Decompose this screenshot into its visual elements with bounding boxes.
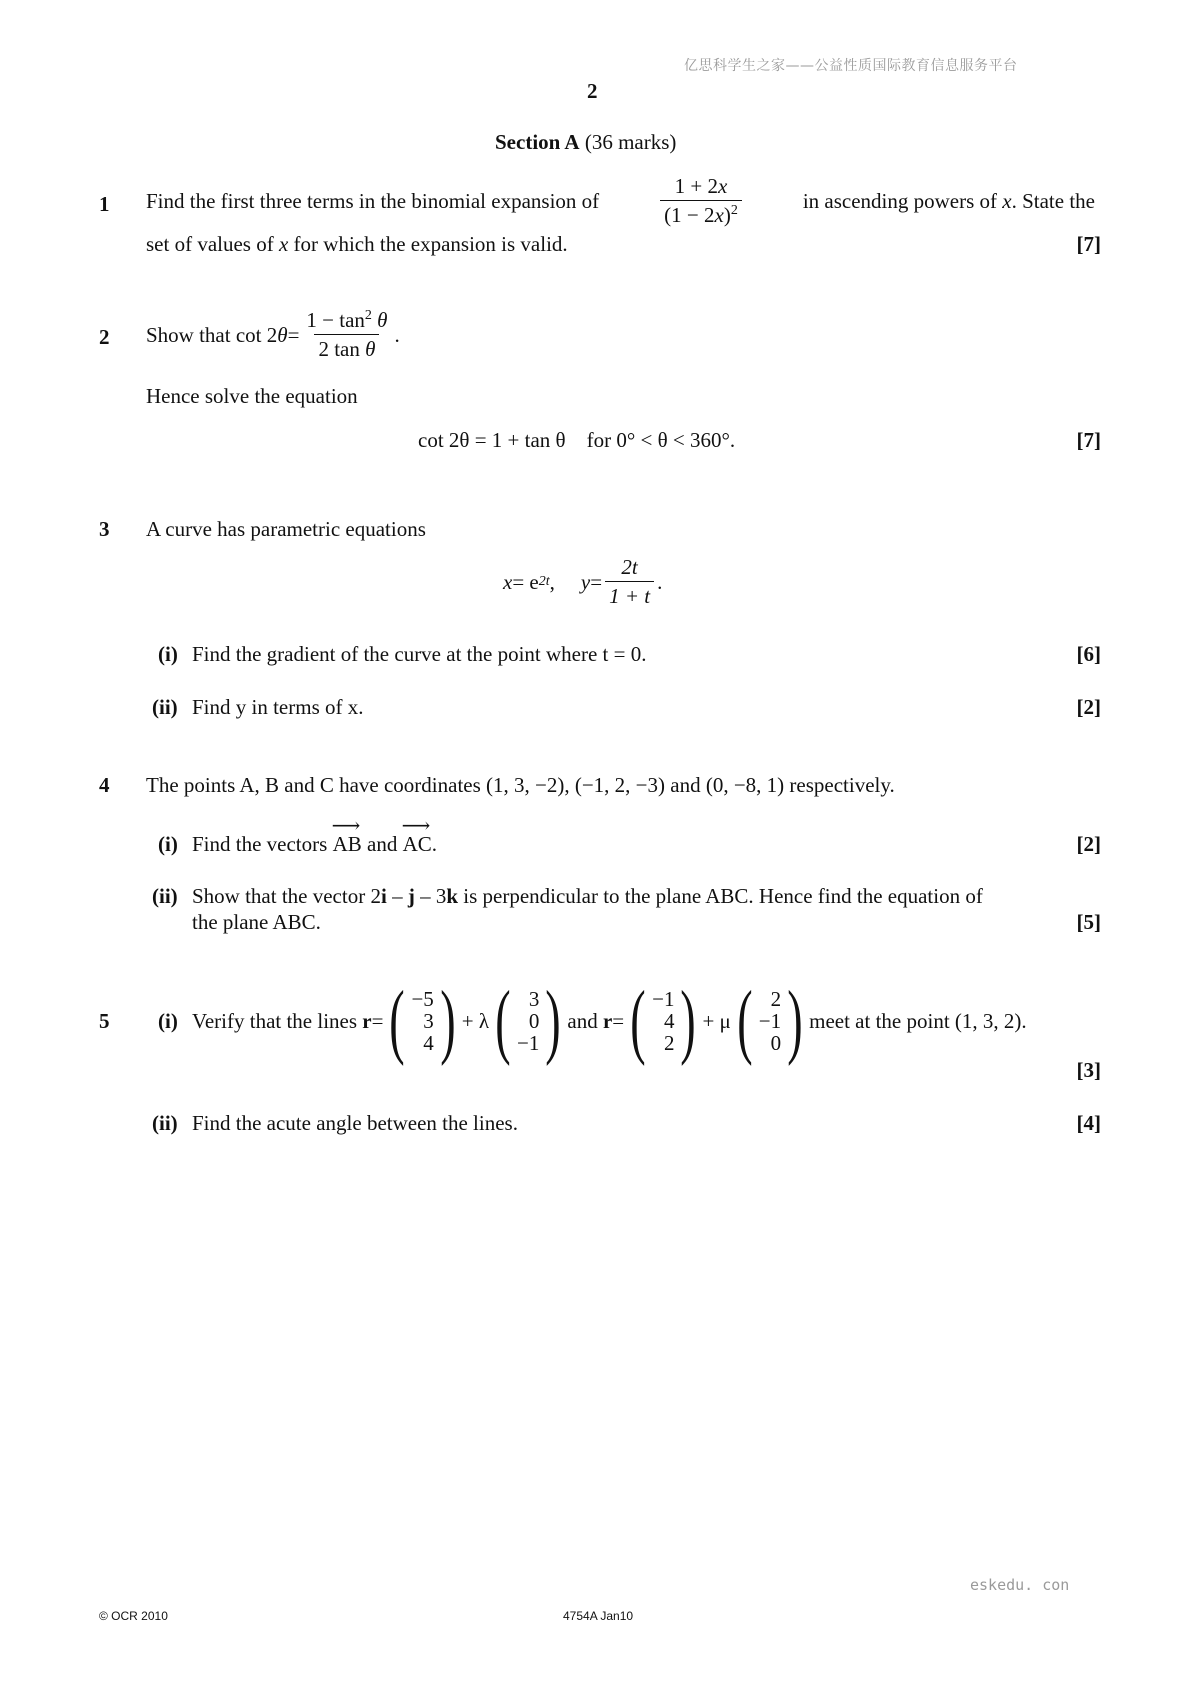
- q1-line2-var: x: [278, 232, 289, 256]
- q3-part-ii-label: (ii): [152, 695, 178, 719]
- q5-vec1-y: 3: [423, 1009, 434, 1033]
- q2-fraction: [302, 308, 391, 361]
- q2-frac-den-theta: θ: [359, 337, 376, 361]
- q4-j: j: [407, 884, 415, 908]
- page-number: 2: [587, 79, 598, 103]
- q4-part-ii-label: (ii): [152, 884, 178, 908]
- q3-y-den: 1 + t: [605, 581, 654, 608]
- q1-frac-num: 1 + 2: [674, 174, 718, 198]
- q2-text-a: Show that cot 2: [146, 322, 278, 347]
- q2-hence: Hence solve the equation: [146, 384, 358, 408]
- question-2-line1: [146, 308, 400, 361]
- q4-part-ii-line1-a: Show that the vector 2: [192, 884, 381, 908]
- q1-frac-den-a: (1 − 2: [664, 203, 715, 227]
- section-title-rest: (36 marks): [579, 130, 677, 154]
- q5-vec1-z: 4: [423, 1031, 434, 1055]
- q5-vec1-x: −5: [411, 987, 434, 1011]
- q4-intro: The points A, B and C have coordinates (1, 3, −2), (−1, 2, −3) and (0, −8, 1) respectively.: [146, 773, 895, 797]
- q5-vector-1: ( −5 3 4 ): [389, 974, 456, 1067]
- q5-plus-mu: + μ: [702, 1009, 731, 1033]
- q5-part-i-line: [192, 976, 1027, 1066]
- q3-y-dot: .: [657, 569, 663, 594]
- q2-frac-den-a: 2 tan: [318, 337, 360, 361]
- site-watermark: eskedu. con: [970, 1576, 1070, 1594]
- footer-copyright: © OCR 2010: [99, 1609, 168, 1623]
- q5-part-i-b: meet at the point (1, 3, 2).: [809, 1009, 1027, 1033]
- q4-minus-j: –: [386, 884, 408, 908]
- q2-dot: .: [394, 322, 400, 347]
- q5-vec4-y: −1: [758, 1009, 782, 1033]
- q2-frac-num-a: 1 − tan: [306, 308, 365, 332]
- q5-vec4-x: 2: [770, 987, 782, 1011]
- q5-vec2-y: 0: [528, 1009, 540, 1033]
- q5-eq2: =: [612, 1009, 625, 1033]
- q1-frac-den-exp: 2: [730, 203, 738, 218]
- section-title: [495, 129, 676, 155]
- question-4-number: 4: [99, 773, 110, 797]
- q3-part-i-text: Find the gradient of the curve at the point where t = 0.: [192, 642, 647, 666]
- q5-eq1: =: [371, 1009, 384, 1033]
- q1-line2-b: for which the expansion is valid.: [293, 232, 568, 256]
- q3-x-var: x: [503, 569, 513, 594]
- q1-line2-a: set of values of: [146, 232, 274, 256]
- q4-part-i-dot: .: [431, 832, 438, 856]
- q1-text-a: Find the first three terms in the binomial expansion of: [146, 188, 600, 213]
- q2-frac-num-exp: 2: [364, 308, 372, 323]
- q1-fraction: [660, 174, 742, 227]
- q3-part-ii-marks: [2]: [1076, 695, 1101, 719]
- q5-vector-2: ( 3 0 −1 ): [495, 974, 562, 1067]
- q5-vec3-x: −1: [652, 987, 675, 1011]
- q4-vector-ac: ⟶ AC: [403, 831, 432, 857]
- q3-x-comma: ,: [549, 569, 555, 594]
- q4-part-i-a: Find the vectors: [192, 832, 328, 856]
- q2-equation: cot 2θ = 1 + tan θ: [418, 428, 566, 452]
- q4-part-i-text: [192, 831, 437, 857]
- question-2-number: 2: [99, 325, 110, 349]
- q1-var-x: x: [1002, 188, 1012, 213]
- q5-vec2-z: −1: [517, 1031, 540, 1055]
- question-1-line2: [146, 231, 568, 257]
- q4-part-i-marks: [2]: [1076, 832, 1101, 856]
- q3-y-fraction: [605, 555, 654, 608]
- q5-and: and: [567, 1009, 598, 1033]
- q3-part-i-label: (i): [158, 642, 178, 666]
- q5-vec2-x: 3: [528, 987, 540, 1011]
- q5-plus-lambda: + λ: [461, 1009, 490, 1033]
- q5-vec3-z: 2: [663, 1031, 675, 1055]
- q2-equation-line: [418, 427, 735, 453]
- q3-y-num: 2t: [621, 555, 638, 579]
- q1-frac-num-var: x: [718, 174, 728, 198]
- q3-part-i-marks: [6]: [1076, 642, 1101, 666]
- q5-part-ii-label: (ii): [152, 1111, 178, 1135]
- q2-marks: [7]: [1076, 428, 1101, 452]
- q1-text-c: . State the: [1011, 188, 1095, 213]
- question-3-number: 3: [99, 517, 110, 541]
- watermark-text: 亿思科学生之家——公益性质国际教育信息服务平台: [684, 58, 1018, 74]
- q4-i: i: [380, 884, 387, 908]
- section-title-bold: Section A: [495, 130, 580, 154]
- q4-part-ii-line1-b: is perpendicular to the plane ABC. Hence find the equation of: [458, 884, 983, 908]
- q4-vector-ab: ⟶ AB: [333, 831, 362, 857]
- q5-vec3-y: 4: [663, 1009, 675, 1033]
- q2-frac-num-theta: θ: [371, 308, 388, 332]
- q4-part-i-and: and: [367, 832, 398, 856]
- q5-part-i-label: (i): [158, 1009, 178, 1033]
- question-1-number: 1: [99, 192, 110, 216]
- q3-intro: A curve has parametric equations: [146, 517, 426, 541]
- q4-part-i-label: (i): [158, 832, 178, 856]
- q5-r2: r: [602, 1009, 613, 1033]
- footer-code: 4754A Jan10: [563, 1609, 634, 1623]
- question-1-line1: [146, 174, 1095, 227]
- q3-y-var: y: [580, 569, 591, 594]
- q1-frac-den-var: x: [714, 203, 724, 227]
- q1-frac-den-b: ): [723, 203, 731, 227]
- q4-part-ii-line1: [192, 883, 983, 909]
- q5-r1: r: [362, 1009, 372, 1033]
- q2-eq: =: [287, 322, 300, 347]
- q1-marks: [7]: [1076, 232, 1101, 256]
- q5-vec4-z: 0: [770, 1031, 782, 1055]
- q4-part-ii-marks: [5]: [1076, 910, 1101, 934]
- q5-vector-3: ( −1 4 2 ): [630, 974, 697, 1067]
- q3-x-eq: = e: [512, 569, 539, 594]
- q4-k: k: [446, 884, 458, 908]
- q5-vector-4: ( 2 −1 0 ): [737, 974, 803, 1067]
- q4-minus-3k: – 3: [414, 884, 447, 908]
- q5-part-ii-text: Find the acute angle between the lines.: [192, 1111, 518, 1135]
- q2-range: for 0° < θ < 360°.: [586, 428, 736, 452]
- q2-theta: θ: [277, 322, 288, 347]
- q1-text-b: in ascending powers of: [802, 188, 998, 213]
- q5-part-i-marks: [3]: [1076, 1058, 1101, 1082]
- q5-part-i-a: Verify that the lines: [192, 1009, 358, 1033]
- q3-part-ii-text: Find y in terms of x.: [192, 695, 364, 719]
- q3-parametric-equations: x = e 2t , y = $\frac{2t}{1 + t}$ .: [503, 555, 663, 608]
- q4-part-ii-line2: the plane ABC.: [192, 910, 321, 934]
- question-5-number: 5: [99, 1009, 110, 1033]
- q3-y-eq: =: [590, 569, 603, 594]
- q5-part-ii-marks: [4]: [1076, 1111, 1101, 1135]
